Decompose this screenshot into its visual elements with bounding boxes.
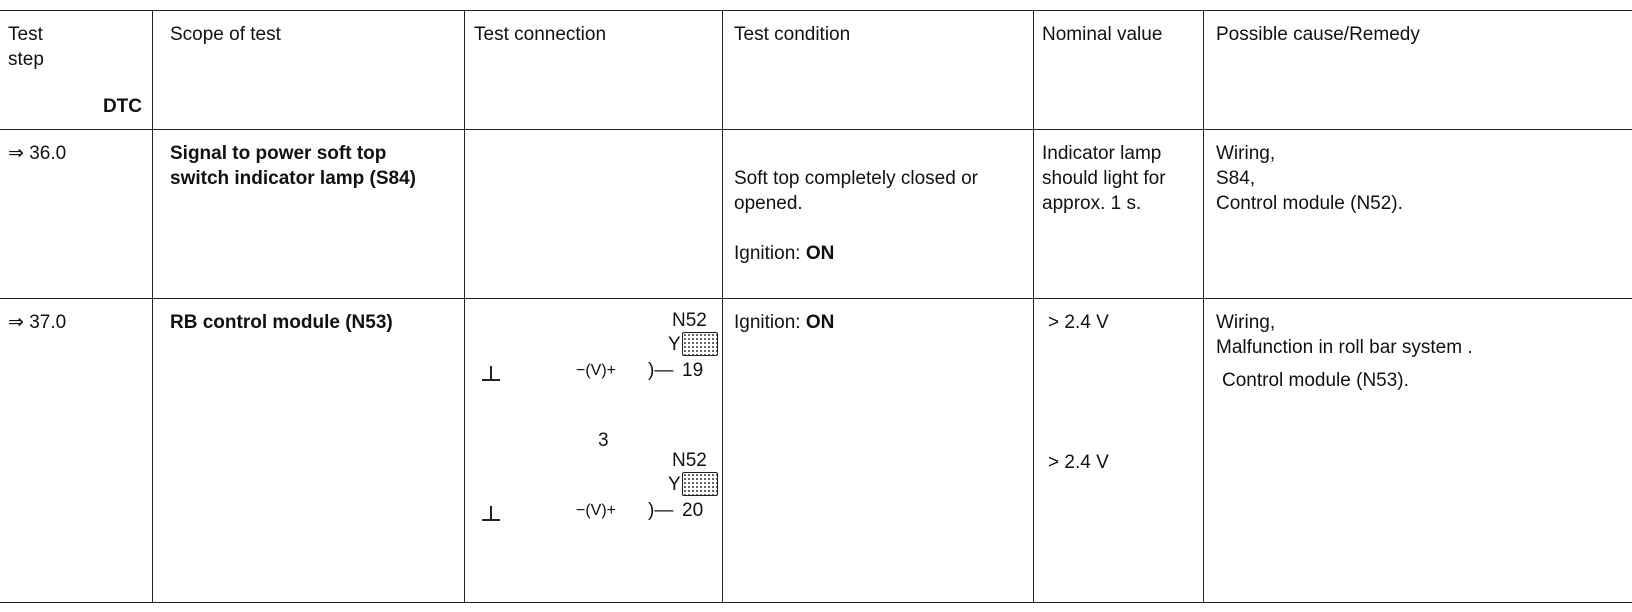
plug-label: Y [668, 334, 681, 355]
row-36-ignition-state: ON [805, 243, 835, 264]
pin-number: 20 [682, 500, 704, 521]
col-divider [1203, 10, 1204, 603]
row-37-remedy-2: Control module (N53). [1222, 370, 1409, 391]
test-connection-diagram-2 [466, 450, 720, 560]
module-label: N52 [672, 450, 707, 471]
row-37-ignition-label: Ignition: [734, 312, 806, 333]
row-37-step: ⇒ 37.0 [8, 312, 67, 333]
table-bottom-rule [0, 602, 1632, 603]
plug-label: Y [668, 474, 681, 495]
ground-symbol-icon [482, 366, 500, 380]
header-divider [0, 129, 1632, 130]
row-37-nominal-2: > 2.4 V [1048, 452, 1109, 473]
connection-separator-number: 3 [598, 430, 609, 451]
row-36-remedy: Wiring, S84, Control module (N52). [1216, 143, 1403, 214]
header-scope: Scope of test [170, 24, 281, 45]
pin-number: 19 [682, 360, 704, 381]
table-top-rule [0, 10, 1632, 11]
connector-plug-icon [682, 332, 718, 356]
module-label: N52 [672, 310, 707, 331]
row-37-scope: RB control module (N53) [170, 312, 393, 333]
header-test-step: Test step [8, 24, 44, 70]
voltmeter-icon: −(V)+ [576, 362, 617, 379]
row-divider [0, 298, 1632, 299]
ground-symbol-icon [482, 506, 500, 520]
test-connection-diagram-1 [466, 302, 720, 412]
row-36-step: ⇒ 36.0 [8, 143, 67, 164]
col-divider [152, 10, 153, 603]
header-nominal: Nominal value [1042, 24, 1163, 45]
row-36-nominal: Indicator lamp should light for approx. 1 s. [1042, 143, 1166, 214]
connector-plug-icon [682, 472, 718, 496]
col-divider [1033, 10, 1034, 603]
test-table [0, 10, 1632, 603]
header-connection: Test connection [474, 24, 607, 45]
row-37-ignition-state: ON [805, 312, 835, 333]
row-37-remedy-1: Wiring, Malfunction in roll bar system . [1216, 312, 1473, 358]
header-remedy: Possible cause/Remedy [1216, 24, 1420, 45]
header-dtc: DTC [102, 96, 142, 117]
row-36-condition-text: Soft top completely closed or opened. [734, 168, 978, 214]
row-36-scope: Signal to power soft top switch indicator lamp (S84) [170, 143, 416, 189]
row-36-ignition-label: Ignition: [734, 243, 806, 264]
col-divider [464, 10, 465, 603]
socket-icon: )— [648, 500, 674, 521]
row-37-condition [734, 310, 834, 335]
voltmeter-icon: −(V)+ [576, 502, 617, 519]
header-condition: Test condition [734, 24, 851, 45]
row-37-nominal-1: > 2.4 V [1048, 312, 1109, 333]
socket-icon: )— [648, 360, 674, 381]
row-36-condition [734, 141, 1019, 266]
col-divider [722, 10, 723, 603]
